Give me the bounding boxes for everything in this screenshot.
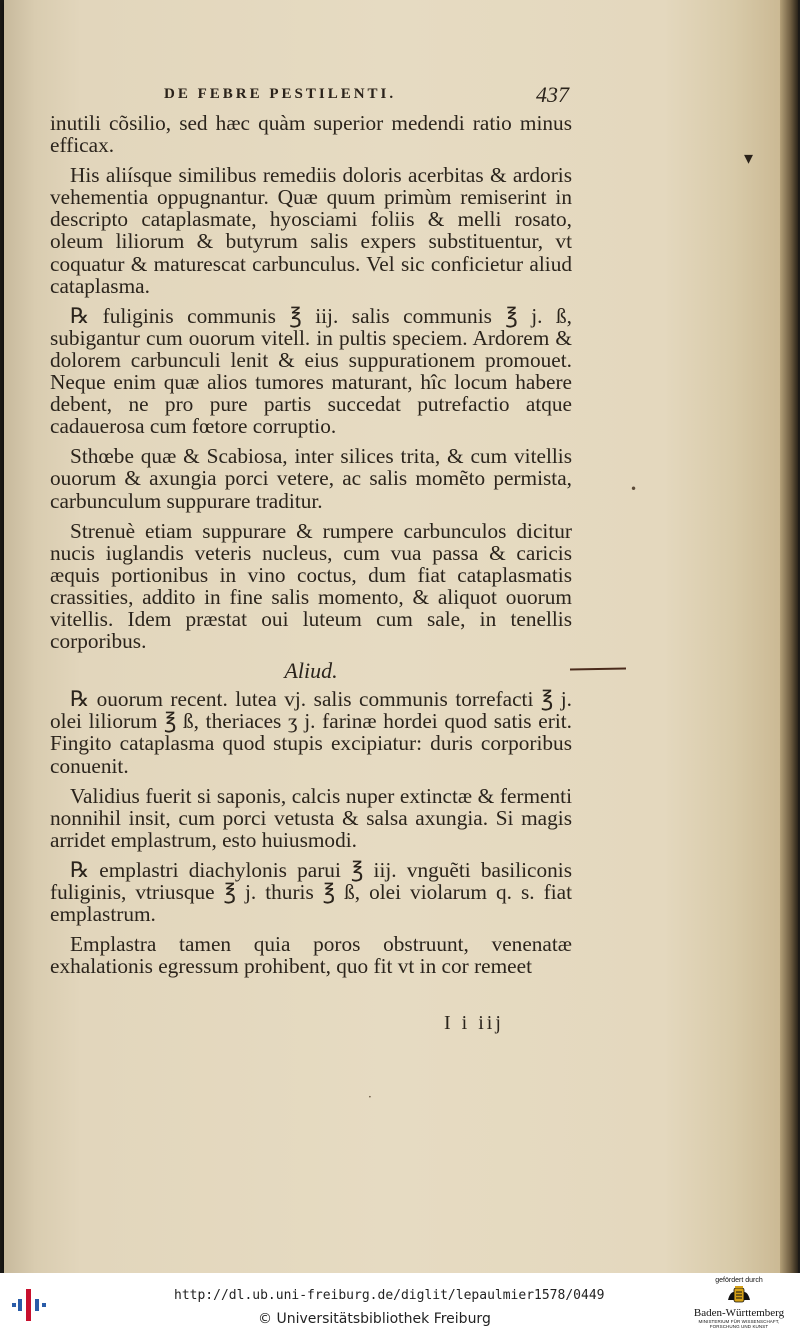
body-text: [50, 112, 572, 985]
signature-mark: I i iij: [444, 1012, 504, 1034]
footer-bar: [0, 1273, 800, 1333]
paragraph: Validius fuerit si saponis, calcis nuper extinctæ & fermenti nonnihil insit, cum porci vetusta & salsa axungia. Si magis arridet emplastrum, esto huiusmodi.: [50, 783, 572, 852]
margin-mark: ▾: [744, 148, 754, 169]
paragraph: inutili cõsilio, sed hæc quàm superior medendi ratio minus efficax.: [50, 111, 572, 158]
page-edge: [780, 0, 798, 1273]
ub-freiburg-logo-icon[interactable]: [10, 1285, 50, 1325]
paragraph: ℞ ouorum recent. lutea vj. salis communis torrefacti ℥ j. olei liliorum ℥ ß, theriaces ʒ j. farinæ hordei quod satis erit. Fingito cataplasma quod stupis excipiatur: duris corporibus conuenit.: [50, 687, 572, 778]
paragraph: Emplastra tamen quia poros obstruunt, venenatæ exhalationis egressum prohibent, quo fit vt in cor remeet: [50, 932, 572, 979]
copyright-notice: © Universitätsbibliothek Freiburg: [258, 1311, 491, 1327]
running-head: DE FEBRE PESTILENTI.: [164, 86, 397, 102]
paragraph: Sthœbe quæ & Scabiosa, inter silices trita, & cum vitellis ouorum & axungia porci vetere, ac salis momẽto permista, carbunculum suppurare traditur.: [50, 444, 572, 513]
paragraph: His aliísque similibus remediis doloris acerbitas & ardoris vehementia oppugnantur. Quæ quum primùm remiserint in descripto cataplasmate, hyosciami foliis & melli rosato, oleum liliorum & butyrum salis expers substituentur, vt coquatur & maturescat carbunculus. Vel sic conficietur aliud cataplasma.: [50, 163, 572, 298]
sponsor-subtitle: MINISTERIUM FÜR WISSENSCHAFT, FORSCHUNG UND KUNST: [698, 1319, 780, 1329]
crest-icon: [726, 1286, 752, 1306]
paragraph: ℞ emplastri diachylonis parui ℥ iij. vnguẽti basiliconis fuliginis, vtriusque ℥ j. thuris ℥ ß, olei violarum q. s. fiat emplastrum.: [50, 857, 572, 927]
book-page: [4, 0, 780, 1273]
paragraph: Strenuè etiam suppurare & rumpere carbunculos dicitur nucis iuglandis veteris nucleus, cum vua passa & caricis æquis portionibus in vino coctus, dum fiat cataplasmatis crassities, addito in fine salis momento, & aliquot ouorum vitellis. Idem præstat oui luteum cum sale, in tenellis corporibus.: [50, 518, 572, 654]
ink-speck: ·: [368, 1090, 372, 1104]
sponsor-block: [684, 1277, 794, 1331]
pen-mark: [570, 668, 626, 671]
section-heading: Aliud.: [284, 658, 338, 684]
paragraph: ℞ fuliginis communis ℥ iij. salis communis ℥ j. ß, subigantur cum ouorum vitell. in pultis speciem. Ardorem & dolorem carbunculi lenit & eius suppurationem promouet. Neque enim quæ alios tumores maturant, hîc locum habere debent, ne pro pure partis succedat putrefactio atque cadauerosa cum fœtore corruptio.: [50, 303, 572, 439]
permalink[interactable]: http://dl.ub.uni-freiburg.de/diglit/lepaulmier1578/0449: [174, 1288, 605, 1303]
ink-speck: •: [630, 482, 638, 496]
page-number: 437: [536, 82, 569, 107]
sponsor-label: gefördert durch: [715, 1277, 763, 1284]
sponsor-name: Baden-Württemberg: [693, 1307, 785, 1319]
